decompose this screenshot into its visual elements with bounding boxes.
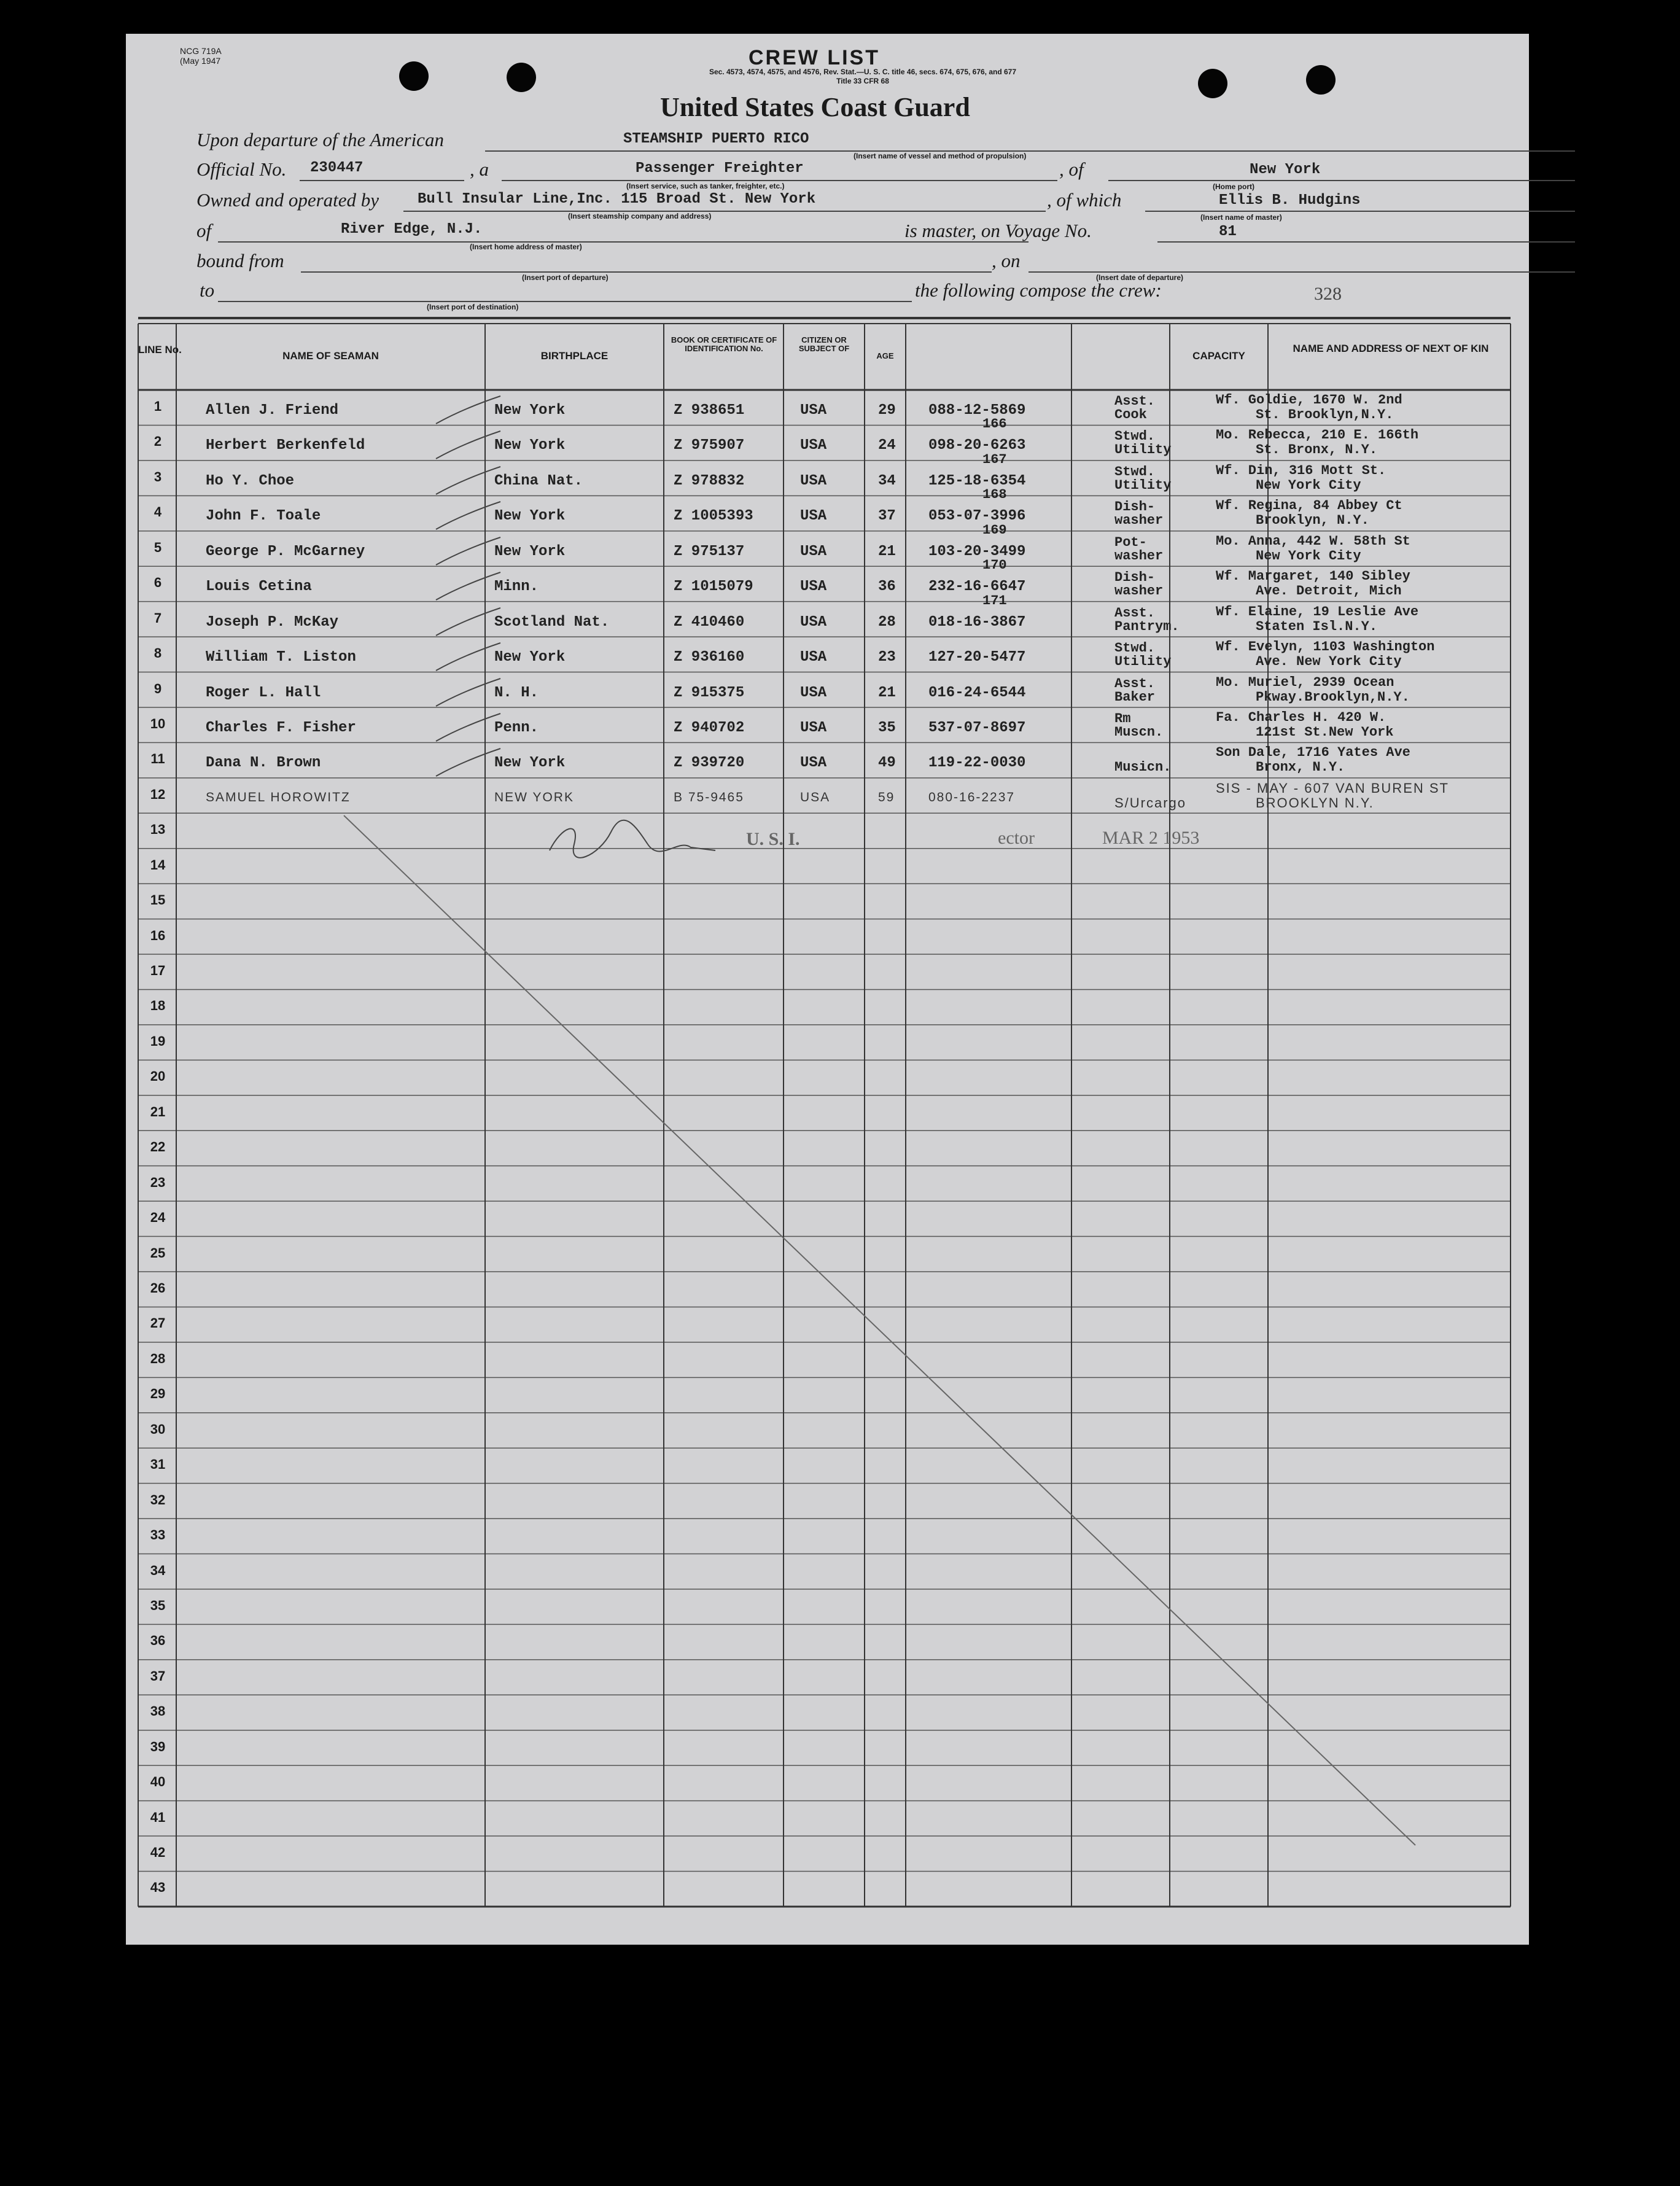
interline-number: 170	[982, 558, 1007, 574]
citizenship: USA	[800, 719, 827, 736]
seaman-name: William T. Liston	[206, 649, 356, 666]
citizenship: USA	[800, 402, 827, 419]
line-number: 8	[154, 645, 162, 661]
next-of-kin-line2: St. Bronx, N.Y.	[1256, 442, 1378, 458]
citizenship: USA	[800, 508, 827, 525]
age: 21	[878, 543, 896, 560]
seaman-name: Herbert Berkenfeld	[206, 437, 365, 454]
identification-number: 119-22-0030	[928, 755, 1026, 772]
line-number: 33	[150, 1527, 166, 1543]
certificate-number: Z 410460	[674, 613, 745, 631]
birthplace: New York	[494, 543, 566, 560]
capacity-line2: Muscn.	[1114, 724, 1164, 740]
next-of-kin-line1: Wf. Margaret, 140 Sibley	[1216, 569, 1410, 585]
next-of-kin-line2: Pkway.Brooklyn,N.Y.	[1256, 689, 1410, 705]
check-mark-icon	[433, 569, 507, 606]
master-hint: (Insert name of master)	[1200, 213, 1282, 222]
of-which-label: , of which	[1047, 189, 1122, 211]
certificate-number: Z 975137	[674, 543, 745, 560]
inspector-stamp-title: ector	[998, 828, 1035, 848]
birthplace: Scotland Nat.	[494, 613, 610, 631]
home-port-hint: (Home port)	[1213, 182, 1254, 191]
age: 59	[878, 790, 895, 804]
age: 36	[878, 578, 896, 596]
header-name: NAME OF SEAMAN	[282, 350, 379, 362]
line-number: 34	[150, 1562, 166, 1578]
line-number: 12	[150, 786, 166, 802]
seaman-name: Allen J. Friend	[206, 402, 339, 419]
line-number: 40	[150, 1774, 166, 1790]
identification-number: 053-07-3996	[928, 508, 1026, 525]
master-name-value: Ellis B. Hudgins	[1219, 192, 1361, 209]
identification-number: 125-18-6354	[928, 472, 1026, 489]
of2-label: of	[196, 220, 212, 241]
capacity-line1: Dish-	[1114, 570, 1156, 586]
seaman-name: Charles F. Fisher	[206, 719, 356, 736]
next-of-kin-line2: St. Brooklyn,N.Y.	[1256, 407, 1394, 422]
identification-number: 127-20-5477	[928, 649, 1026, 666]
line-number: 9	[154, 680, 162, 696]
identification-number: 103-20-3499	[928, 543, 1026, 560]
line-number: 24	[150, 1210, 166, 1226]
next-of-kin-line2: Bronx, N.Y.	[1256, 760, 1345, 776]
birthplace: N. H.	[494, 684, 539, 701]
line-number: 41	[150, 1809, 166, 1825]
line-number: 25	[150, 1245, 166, 1261]
master-address-value: River Edge, N.J.	[341, 221, 483, 238]
seaman-name: John F. Toale	[206, 508, 321, 525]
next-of-kin-line2: New York City	[1256, 477, 1361, 493]
line-number: 28	[150, 1350, 166, 1366]
line-number: 21	[150, 1103, 166, 1119]
citizenship: USA	[800, 649, 827, 666]
next-of-kin-line2: Ave. New York City	[1256, 654, 1402, 670]
capacity-line2: S/Urcargo	[1114, 795, 1187, 811]
line-number: 6	[154, 575, 162, 591]
certificate-number: Z 1015079	[674, 578, 753, 596]
next-of-kin-line1: Wf. Regina, 84 Abbey Ct	[1216, 498, 1402, 514]
official-no-value: 230447	[310, 160, 364, 176]
check-mark-icon	[433, 428, 507, 465]
certificate-number: Z 978832	[674, 472, 745, 489]
line-number: 37	[150, 1668, 166, 1684]
check-mark-icon	[433, 499, 507, 535]
next-of-kin-line1: Son Dale, 1716 Yates Ave	[1216, 745, 1410, 761]
header-book: BOOK OR CERTIFICATE OF IDENTIFICATION No.	[671, 335, 777, 353]
agency-name: United States Coast Guard	[660, 92, 970, 122]
birthplace: New York	[494, 508, 566, 525]
check-mark-icon	[433, 640, 507, 677]
home-port-value: New York	[1250, 161, 1321, 178]
identification-number: 018-16-3867	[928, 613, 1026, 631]
line-number: 19	[150, 1033, 166, 1049]
line-number: 1	[154, 399, 162, 414]
capacity-line1: Rm	[1114, 710, 1131, 726]
check-mark-icon	[433, 710, 507, 747]
citizenship: USA	[800, 755, 827, 772]
line-number: 22	[150, 1139, 166, 1155]
line-number: 4	[154, 504, 162, 520]
age: 29	[878, 402, 896, 419]
age: 34	[878, 472, 896, 489]
interline-number: 171	[982, 593, 1007, 609]
next-of-kin-line1: Wf. Din, 316 Mott St.	[1216, 462, 1386, 478]
citizenship: USA	[800, 578, 827, 596]
header-citizen: CITIZEN OR SUBJECT OF	[798, 335, 850, 353]
capacity-line2: Musicn.	[1114, 760, 1172, 776]
seaman-name: George P. McGarney	[206, 543, 365, 560]
age: 21	[878, 684, 896, 701]
line-number: 39	[150, 1738, 166, 1754]
statute-line: Sec. 4573, 4574, 4575, and 4576, Rev. Stat.—U. S. C. title 46, secs. 674, 675, 676, and 677	[709, 68, 1017, 76]
capacity-line1: Stwd.	[1114, 640, 1156, 656]
line-number: 42	[150, 1845, 166, 1861]
age: 37	[878, 508, 896, 525]
citizenship: USA	[800, 472, 827, 489]
capacity-line1: Stwd.	[1114, 429, 1156, 445]
interline-number: 169	[982, 522, 1007, 538]
line-number: 20	[150, 1068, 166, 1084]
to-label: to	[200, 279, 215, 301]
capacity-line2: washer	[1114, 548, 1164, 564]
capacity-line1: Pot-	[1114, 534, 1147, 550]
certificate-number: Z 940702	[674, 719, 745, 736]
seaman-name: Roger L. Hall	[206, 684, 321, 701]
citizenship: USA	[800, 684, 827, 701]
line-number: 27	[150, 1315, 166, 1331]
compose-label: the following compose the crew:	[915, 279, 1162, 301]
capacity-line2: Cook	[1114, 407, 1147, 422]
official-no-label: Official No.	[196, 158, 287, 180]
identification-number: 537-07-8697	[928, 719, 1026, 736]
form-code-line: (May 1947	[180, 56, 221, 66]
certificate-number: B 75-9465	[674, 790, 744, 804]
birthplace: New York	[494, 755, 566, 772]
departure-label: Upon departure of the American	[196, 129, 444, 150]
age: 49	[878, 755, 896, 772]
birthplace: New York	[494, 437, 566, 454]
header-age: AGE	[876, 351, 894, 360]
capacity-line1: Asst.	[1114, 605, 1156, 621]
identification-number: 016-24-6544	[928, 684, 1026, 701]
birthplace: New York	[494, 649, 566, 666]
next-of-kin-line1: Mo. Anna, 442 W. 58th St	[1216, 533, 1410, 549]
line-number: 31	[150, 1457, 166, 1472]
capacity-line1: Asst.	[1114, 675, 1156, 691]
line-number: 2	[154, 434, 162, 449]
birthplace: China Nat.	[494, 472, 583, 489]
seaman-name: Ho Y. Choe	[206, 472, 295, 489]
line-number: 17	[150, 963, 166, 979]
port-departure-hint: (Insert port of departure)	[522, 273, 609, 282]
next-of-kin-line2: Ave. Detroit, Mich	[1256, 583, 1402, 599]
certificate-number: Z 975907	[674, 437, 745, 454]
next-of-kin-line1: Fa. Charles H. 420 W.	[1216, 709, 1386, 725]
identification-number: 080-16-2237	[928, 790, 1016, 804]
line-number: 32	[150, 1492, 166, 1507]
next-of-kin-line2: Staten Isl.N.Y.	[1256, 618, 1378, 634]
seaman-name: Louis Cetina	[206, 578, 312, 596]
citizenship: USA	[800, 613, 827, 631]
statute-line: Title 33 CFR 68	[836, 77, 889, 85]
line-number: 18	[150, 998, 166, 1014]
form-title: CREW LIST	[749, 46, 880, 69]
owned-label: Owned and operated by	[196, 189, 379, 211]
line-number: 30	[150, 1421, 166, 1437]
table-grid	[126, 34, 1529, 1945]
line-number: 13	[150, 822, 166, 838]
check-mark-icon	[433, 675, 507, 712]
check-mark-icon	[433, 605, 507, 642]
capacity-line2: Utility	[1114, 442, 1172, 458]
interline-number: 166	[982, 416, 1007, 432]
line-number: 14	[150, 857, 166, 873]
check-mark-icon	[433, 745, 507, 782]
identification-number: 098-20-6263	[928, 437, 1026, 454]
header-birthplace: BIRTHPLACE	[540, 350, 609, 362]
birthplace: NEW YORK	[494, 790, 574, 804]
age: 35	[878, 719, 896, 736]
of-label: , of	[1059, 158, 1084, 180]
vessel-hint: (Insert name of vessel and method of propulsion)	[854, 152, 1027, 160]
on-label: , on	[992, 250, 1021, 271]
service-value: Passenger Freighter	[636, 160, 804, 177]
citizenship: USA	[800, 790, 831, 804]
line-number: 38	[150, 1703, 166, 1719]
is-master-label: is master, on Voyage No.	[904, 220, 1092, 241]
bound-from-label: bound from	[196, 250, 284, 271]
citizenship: USA	[800, 437, 827, 454]
next-of-kin-line1: Wf. Evelyn, 1103 Washington	[1216, 639, 1435, 655]
birthplace: New York	[494, 402, 566, 419]
a-label: , a	[470, 158, 489, 180]
service-hint: (Insert service, such as tanker, freighter, etc.)	[626, 182, 785, 190]
age: 23	[878, 649, 896, 666]
header-line-no: LINE No.	[138, 344, 182, 356]
check-mark-icon	[433, 393, 507, 430]
interline-number: 167	[982, 451, 1007, 467]
identification-number: 088-12-5869	[928, 402, 1026, 419]
interline-number: 168	[982, 487, 1007, 503]
next-of-kin-line1: SIS - MAY - 607 VAN BUREN ST	[1216, 780, 1449, 796]
capacity-line1: Dish-	[1114, 499, 1156, 515]
next-of-kin-line2: Brooklyn, N.Y.	[1256, 513, 1369, 529]
line-number: 5	[154, 539, 162, 555]
line-number: 36	[150, 1633, 166, 1649]
next-of-kin-line2: 121st St.New York	[1256, 724, 1394, 740]
line-number: 16	[150, 927, 166, 943]
header-capacity: CAPACITY	[1192, 350, 1245, 362]
seaman-name: Dana N. Brown	[206, 755, 321, 772]
capacity-line1: Stwd.	[1114, 464, 1156, 480]
seaman-name: SAMUEL HOROWITZ	[206, 790, 351, 804]
birthplace: Minn.	[494, 578, 539, 596]
line-number: 43	[150, 1880, 166, 1896]
capacity-line2: Baker	[1114, 689, 1156, 705]
check-mark-icon	[433, 534, 507, 571]
age: 24	[878, 437, 896, 454]
page-number: 328	[1314, 284, 1342, 304]
capacity-line2: Utility	[1114, 477, 1172, 493]
capacity-line2: washer	[1114, 513, 1164, 529]
line-number: 11	[150, 751, 165, 767]
voyage-no-value: 81	[1219, 224, 1237, 240]
inspector-stamp: U. S. I.	[746, 829, 800, 849]
age: 28	[878, 613, 896, 631]
citizenship: USA	[800, 543, 827, 560]
line-number: 15	[150, 892, 166, 908]
header-kin: NAME AND ADDRESS OF NEXT OF KIN	[1293, 343, 1489, 354]
line-number: 35	[150, 1597, 166, 1613]
date-departure-hint: (Insert date of departure)	[1096, 273, 1184, 282]
identification-number: 232-16-6647	[928, 578, 1026, 596]
certificate-number: Z 938651	[674, 402, 745, 419]
destination-hint: (Insert port of destination)	[427, 303, 519, 311]
next-of-kin-line1: Wf. Goldie, 1670 W. 2nd	[1216, 392, 1402, 408]
certificate-number: Z 1005393	[674, 508, 753, 525]
next-of-kin-line2: New York City	[1256, 548, 1361, 564]
capacity-line1: Asst.	[1114, 394, 1156, 409]
seaman-name: Joseph P. McKay	[206, 613, 339, 631]
birthplace: Penn.	[494, 719, 539, 736]
capacity-line2: Utility	[1114, 654, 1172, 670]
crew-list-sheet	[126, 34, 1529, 1945]
certificate-number: Z 915375	[674, 684, 745, 701]
next-of-kin-line1: Mo. Muriel, 2939 Ocean	[1216, 674, 1394, 690]
next-of-kin-line2: BROOKLYN N.Y.	[1256, 795, 1374, 811]
line-number: 23	[150, 1174, 166, 1190]
company-hint: (Insert steamship company and address)	[568, 212, 712, 220]
line-number: 7	[154, 610, 162, 626]
line-number: 10	[150, 715, 166, 731]
certificate-number: Z 936160	[674, 649, 745, 666]
next-of-kin-line1: Wf. Elaine, 19 Leslie Ave	[1216, 604, 1419, 620]
certificate-number: Z 939720	[674, 755, 745, 772]
line-number: 29	[150, 1386, 166, 1402]
line-number: 26	[150, 1280, 166, 1296]
home-address-hint: (Insert home address of master)	[470, 243, 582, 251]
line-number: 3	[154, 469, 162, 484]
next-of-kin-line1: Mo. Rebecca, 210 E. 166th	[1216, 427, 1419, 443]
capacity-line2: Pantrym.	[1114, 618, 1180, 634]
inspector-stamp-date: MAR 2 1953	[1102, 828, 1200, 848]
capacity-line2: washer	[1114, 583, 1164, 599]
company-value: Bull Insular Line,Inc. 115 Broad St. New York	[418, 191, 816, 208]
inspector-signature	[543, 814, 728, 863]
check-mark-icon	[433, 464, 507, 500]
form-code-line: NCG 719A	[180, 46, 222, 56]
vessel-name: STEAMSHIP PUERTO RICO	[623, 131, 809, 147]
